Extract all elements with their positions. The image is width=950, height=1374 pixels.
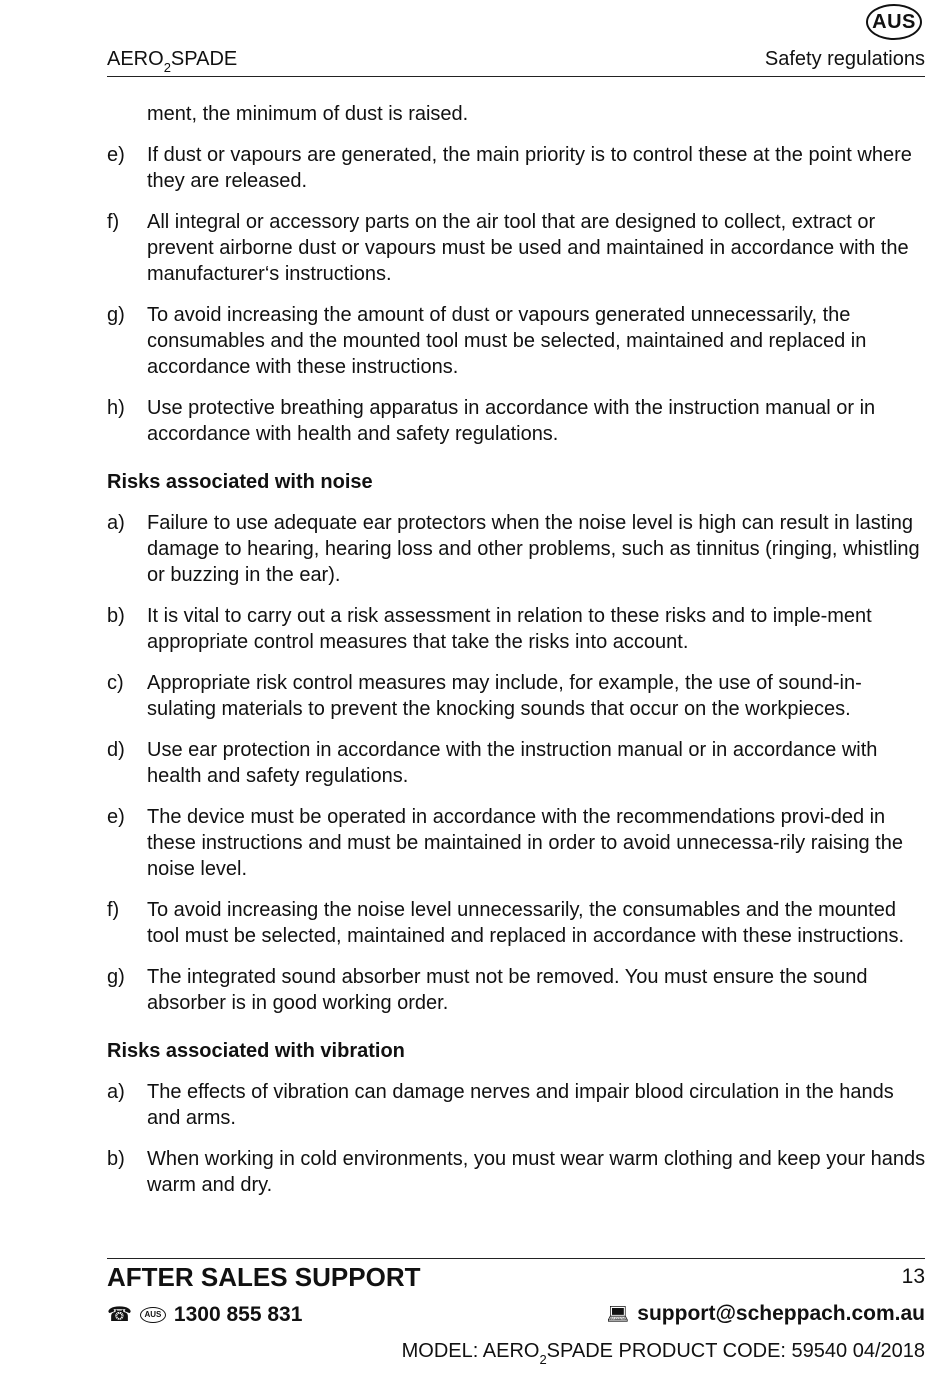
list-item: a) Failure to use adequate ear protectors when the noise level is high can result in lasting damage to hearing, hearing loss and other problems, such as tinnitus (ringing, whistling or buzzing in the ear). bbox=[107, 512, 920, 586]
continuation-text: ment, the minimum of dust is raised. bbox=[147, 103, 469, 125]
list-item: g) The integrated sound absorber must not be removed. You must ensure the sound absorber is in good working order. bbox=[107, 966, 868, 1014]
list-item: f) To avoid increasing the noise level unnecessarily, the consumables and the mounted tool must be selected, maintained and replaced in accordance with these instructions. bbox=[107, 899, 905, 947]
list-item: e) The device must be operated in accordance with the recommendations provi-ded in these instructions and must be maintained in order to avoid unnecessa-rily raising the noise level. bbox=[107, 806, 903, 880]
product-name: $AERO_2SPADE$ bbox=[107, 48, 238, 75]
phone-number[interactable]: 1300 855 831 bbox=[173, 1302, 303, 1326]
country-badge: AUS bbox=[866, 4, 922, 40]
list-item: e) If dust or vapours are generated, the main priority is to control these at the point where they are released. bbox=[107, 144, 912, 192]
footer-divider bbox=[107, 1258, 925, 1259]
list-item: g) To avoid increasing the amount of dust or vapours generated unnecessarily, the consumables and the mounted tool must be selected, maintained and replaced in accordance with these instructions. bbox=[107, 304, 867, 378]
list-item: c) Appropriate risk control measures may include, for example, the use of sound-in-sulating materials to prevent the knocking sounds that occur on the workpieces. bbox=[107, 672, 862, 720]
page-body bbox=[107, 101, 927, 1213]
phone-icon: ☎ bbox=[107, 1304, 132, 1326]
list-item: b) When working in cold environments, you must wear warm clothing and keep your hands warm and dry. bbox=[107, 1148, 926, 1196]
email-address[interactable]: support@scheppach.com.au bbox=[637, 1302, 925, 1325]
list-item: b) It is vital to carry out a risk assessment in relation to these risks and to imple-ment appropriate control measures that take the risks into account. bbox=[107, 605, 872, 653]
page-number: 13 bbox=[901, 1265, 925, 1288]
list-item: h) Use protective breathing apparatus in accordance with the instruction manual or in accordance with health and safety regulations. bbox=[107, 397, 876, 445]
section-title: Safety regulations bbox=[764, 48, 925, 70]
list-item: f) All integral or accessory parts on the air tool that are designed to collect, extract or prevent airborne dust or vapours must be used and maintained in accordance with the manufacturer‘s instructions. bbox=[107, 211, 909, 285]
noise-heading: Risks associated with noise bbox=[107, 471, 373, 493]
vibration-heading: Risks associated with vibration bbox=[107, 1040, 405, 1062]
after-sales-title: AFTER SALES SUPPORT bbox=[107, 1262, 421, 1292]
support-phone bbox=[107, 1302, 302, 1327]
laptop-icon: 💻︎ bbox=[606, 1303, 630, 1324]
list-item: d) Use ear protection in accordance with the instruction manual or in accordance with health and safety regulations. bbox=[107, 739, 878, 787]
support-email bbox=[606, 1302, 925, 1326]
aus-mini-badge: AUS bbox=[140, 1307, 166, 1323]
list-item: a) The effects of vibration can damage nerves and impair blood circulation in the hands and arms. bbox=[107, 1081, 894, 1129]
page-header bbox=[107, 46, 925, 77]
model-info: MODEL: $AERO_2SPADE$ PRODUCT CODE: 59540 04/2018 bbox=[401, 1340, 925, 1367]
